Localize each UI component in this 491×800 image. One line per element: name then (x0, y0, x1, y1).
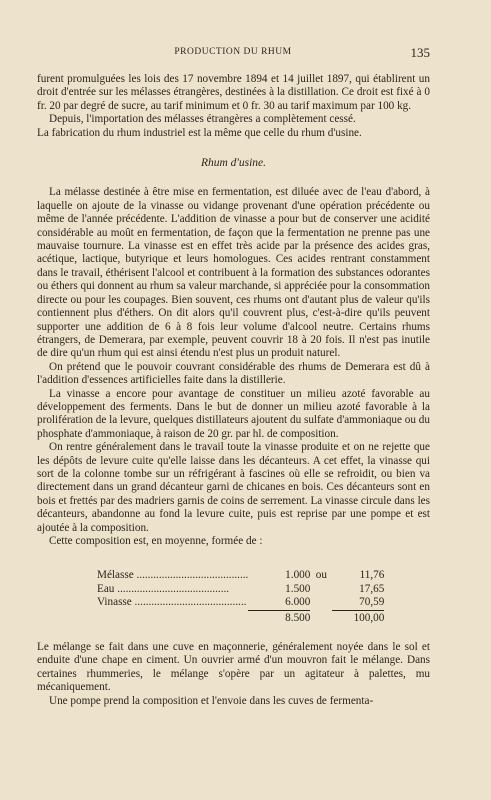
paragraph: La mélasse destinée à être mise en fermentation, est diluée avec de l'eau d'abord, à laquelle on ajoute de la vinasse ou vidange provenant d'une opération précédente ou même de l'année précédente. L'addition de vinasse a pour but de conserver une acidité considérable au moût en fermentation, de façon que la fermentation ne prenne pas une mauvaise tournure. La vinasse est en effet très acide par la présence des acides gras, acétique, lactique, butyrique et leurs homologues. Ces acides rentrant constamment dans le travail, éthérisent l'alcool et contribuent à la formation des substances odorantes ou éthers qui donnent au rhum sa valeur marchande, si appréciée pour la consommation directe ou pour les coupages. Bien souvent, ces rhums ont d'autant plus de valeur qu'ils contiennent plus d'éthers. On dit alors qu'il couvrent plus, c'est-à-dire qu'ils peuvent supporter une addition de 6 à 8 fois leur volume d'alcool neutre. Certains rhums étrangers, de Demerara, par exemple, peuvent couvrir 18 à 20 fois. Il n'est pas inutile de dire qu'un rhum qui est ainsi étendu n'est plus un produit naturel. (37, 186, 430, 360)
ingredient-percent: 17,65 (359, 582, 385, 595)
total-percent: 100,00 (332, 610, 384, 625)
paragraph: Une pompe prend la composition et l'envoie dans les cuves de fermenta- (49, 694, 374, 707)
separator: ou (315, 569, 327, 582)
ingredient-percent: 11,76 (359, 569, 385, 582)
paragraph: On prétend que le pouvoir couvrant considérable des rhums de Demerara est dû à l'addition d'essences artificielles faite dans la distillerie. (37, 360, 430, 387)
total-quantity: 8.500 (248, 610, 310, 625)
ingredient-quantity: 1.500 (285, 582, 311, 595)
ingredient-quantity: 6.000 (285, 596, 311, 609)
running-title: PRODUCTION DU RHUM (174, 47, 292, 57)
table-row (97, 596, 384, 610)
ingredient-name: Vinasse ........................................ (97, 596, 247, 609)
section-heading: Rhum d'usine. (200, 157, 267, 170)
paragraph: La vinasse a encore pour avantage de constituer un milieu azoté favorable au développement des ferments. Dans le but de donner un milieu azoté favorable à la prolifération de la levure, quelques distillateurs ajoutent du sulfate d'ammoniaque ou du phosphate d'ammoniaque, à raison de 20 gr. par hl. de composition. (37, 387, 430, 440)
total-row (97, 610, 384, 625)
page-body (37, 73, 430, 708)
paragraph: On rentre généralement dans le travail toute la vinasse produite et on ne rejette que les dépôts de levure cuite qu'elle laisse dans les décanteurs. A cet effet, la vinasse qui sort de la colonne tombe sur un réfrigérant à fascines où elle se refroidit, ou bien va directement dans un grand décanteur garni de chicanes en bois. Ces décanteurs sont en bois et frettés par des madriers garnis de coins de serrement. La vinasse circule dans les décanteurs, abandonne au fond la levure cuite, puis est reprise par une pompe et est ajoutée à la composition. (37, 441, 430, 534)
paragraph: Depuis, l'importation des mélasses étrangères a complètement cessé. (49, 113, 356, 126)
paragraph: Le mélange se fait dans une cuve en maçonnerie, généralement noyée dans le sol et enduite d'une chape en ciment. Un ouvrier armé d'un mouvron fait le mélange. Dans certaines rhummeries, le mélange s'opère par un agitateur à palettes, mu mécaniquement. (37, 641, 430, 694)
paragraph: Cette composition est, en moyenne, formée de : (49, 535, 263, 547)
paragraph: La fabrication du rhum industriel est la même que celle du rhum d'usine. (37, 126, 362, 139)
separator (310, 583, 332, 596)
ingredient-percent: 70,59 (359, 596, 385, 609)
ingredient-quantity: 1.000 (285, 569, 311, 582)
composition-table (97, 569, 384, 625)
running-header (36, 47, 430, 61)
page-number: 135 (410, 45, 430, 60)
ingredient-name: Mélasse ........................................ (97, 569, 249, 582)
paragraph: furent promulguées les lois des 17 novembre 1894 et 14 juillet 1897, qui établirent un droit d'entrée sur les mélasses étrangères, destinées à la distillation. Ce droit est fixé à 0 fr. 20 par degré de sucre, au tarif minimum et 0 fr. 30 au tarif maximum par 100 kg. (37, 73, 430, 112)
separator (310, 596, 332, 610)
ingredient-name: Eau ........................................ (97, 582, 230, 595)
table-row (97, 569, 384, 582)
table-row (97, 583, 384, 596)
